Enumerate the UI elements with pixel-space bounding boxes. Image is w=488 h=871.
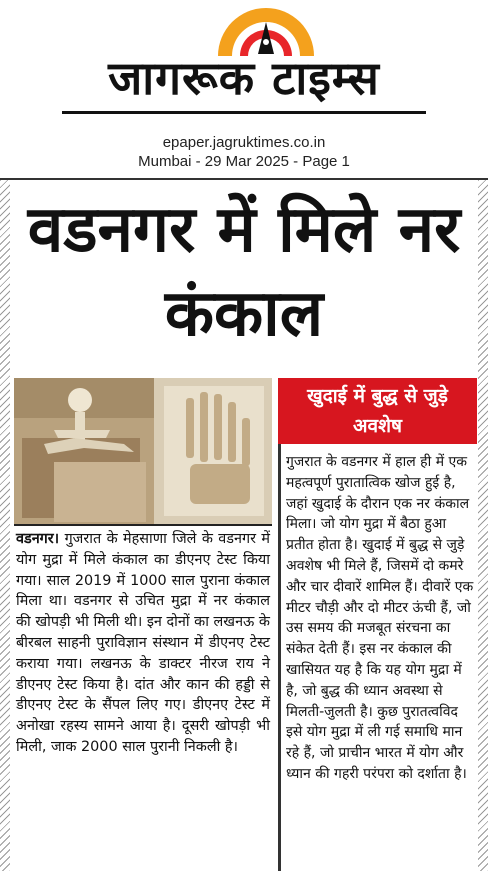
sidebar-title: खुदाई में बुद्ध से जुड़े अवशेष	[278, 378, 477, 444]
masthead	[0, 0, 488, 178]
edition-line: Mumbai - 29 Mar 2025 - Page 1	[138, 153, 350, 170]
sidebar-body: गुजरात के वडनगर में हाल ही में एक महत्वपूर्ण पुरातात्विक खोज हुई है, जहां खुदाई के दौरान एक नर कंकाल मिला। जो योग मुद्रा में बैठा हुआ प्रतीत होता है। खुदाई में बुद्ध से जुड़े अवशेष भी मिले हैं, जिसमें दो कमरे और चार दीवारें शामिल हैं। दीवारें एक मीटर चौड़ी और दो मीटर ऊंची हैं, जो उस समय की मजबूत संरचना का संकेत देती हैं। इस नर कंकाल की खासियत यह है कि यह योग मुद्रा में है, जो बुद्ध की ध्यान अवस्था से मिलती-जुलती है। कुछ पुरातत्वविद इसे योग मुद्रा में ली गई समाधि मान रहे हैं, जो प्राचीन भारत में योग और ध्यान की गहरी परंपरा को दर्शाता है।	[286, 454, 474, 782]
right-hatch-border	[478, 180, 488, 871]
article-dateline: वडनगर।	[16, 531, 60, 547]
article-body-column	[16, 529, 270, 758]
masthead-title: जागरूक टाइम्स	[108, 51, 380, 105]
article-body: गुजरात के मेहसाणा जिले के वडनगर में योग मुद्रा में मिले कंकाल का डीएनए टेस्ट किया गया। साल 2019 में 1000 साल पुराना कंकाल मिला था। वडनगर से उचित मुद्रा में नर कंकाल की खोपड़ी भी मिली थी। इन दोनों का लखनऊ के बीरबल साहनी पुराविज्ञान संस्थान में डीएनए टेस्ट कराया गया। लखनऊ के डाक्टर नीरज राय ने डीएनए टेस्ट किया है। दांत और कान की हड्डी से डीएनए टेस्ट के सैंपल लिए गए। डीएनए टेस्ट में अनोखा रहस्य सामने आया है। दूसरी खोपड़ी भी मिली, जाक 2000 साल पुरानी निकली है।	[16, 531, 270, 755]
masthead-divider	[62, 111, 426, 114]
article-headline: वडनगर में मिले नर कंकाल	[27, 193, 461, 351]
left-hatch-border	[0, 180, 10, 871]
article-photo	[14, 378, 272, 526]
site-url[interactable]: epaper.jagruktimes.co.in	[162, 134, 326, 151]
masthead-rule	[0, 178, 488, 180]
skeleton-photo-image	[14, 378, 272, 524]
